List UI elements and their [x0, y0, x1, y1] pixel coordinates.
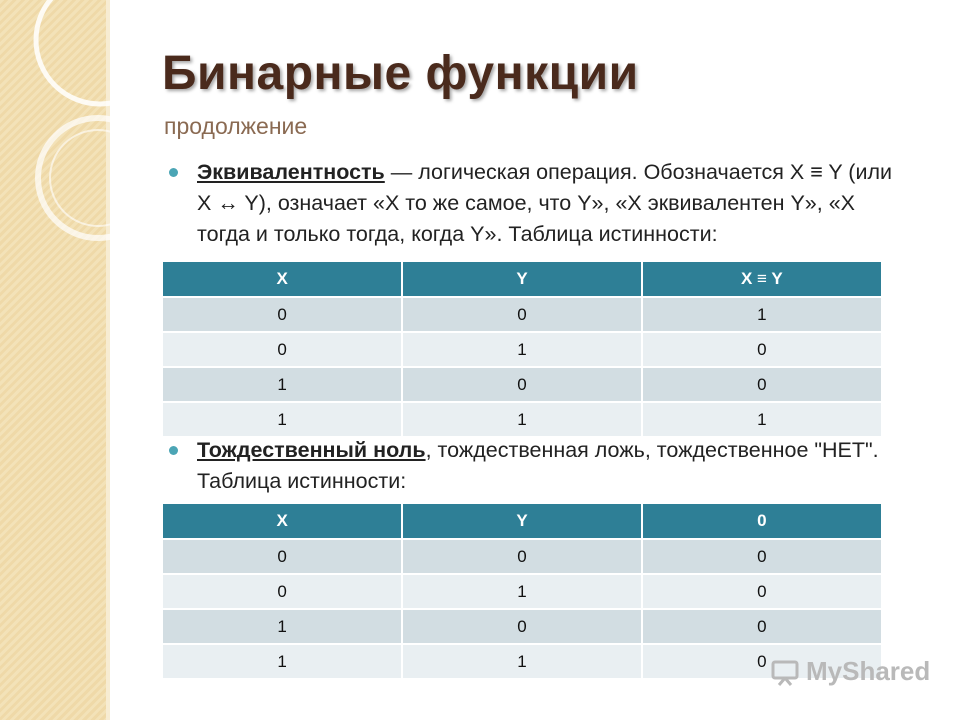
column-header: Y: [402, 262, 641, 297]
column-header: X ≡ Y: [642, 262, 881, 297]
table-cell: 1: [402, 402, 641, 437]
table-row: [163, 574, 881, 609]
table-cell: 0: [642, 574, 881, 609]
table-cell: 1: [163, 644, 402, 679]
table-header-row: [163, 504, 881, 539]
table-cell: 1: [642, 402, 881, 437]
table-row: [163, 609, 881, 644]
column-header: 0: [642, 504, 881, 539]
term-identical-zero: Тождественный ноль: [197, 438, 426, 462]
table-cell: 1: [402, 332, 641, 367]
table-row: [163, 297, 881, 332]
table-cell: 0: [163, 574, 402, 609]
table-cell: 0: [402, 609, 641, 644]
watermark-text: MyShared: [806, 656, 931, 686]
table-row: [163, 332, 881, 367]
table-cell: 0: [163, 332, 402, 367]
slide-subtitle: продолжение: [164, 113, 308, 139]
table-cell: 0: [402, 367, 641, 402]
table-row: [163, 539, 881, 574]
table-cell: 0: [402, 297, 641, 332]
truth-table-equivalence: [163, 262, 881, 438]
equivalence-description: — логическая операция. Обозначается X ≡ Y (или X ↔ Y), означает «X то же самое, что Y», «X эквивалентен Y», «X тогда и только тогда, когда Y». Таблица истинности:: [197, 160, 893, 246]
table-cell: 0: [642, 367, 881, 402]
table-cell: 0: [402, 539, 641, 574]
column-header: X: [163, 262, 402, 297]
table-row: [163, 367, 881, 402]
bullet-dot: [169, 168, 178, 177]
table-cell: 0: [642, 609, 881, 644]
decorative-circles: [0, 0, 160, 260]
table-cell: 0: [642, 644, 881, 679]
table-cell: 0: [163, 297, 402, 332]
term-equivalence: Эквивалентность: [197, 160, 385, 184]
column-header: X: [163, 504, 402, 539]
table-header-row: [163, 262, 881, 297]
table-cell: 0: [642, 539, 881, 574]
identical-zero-description: , тождественная ложь, тождественное "НЕТ". Таблица истинности:: [197, 438, 879, 493]
truth-table-zero: [163, 504, 881, 680]
table-cell: 1: [402, 574, 641, 609]
table-cell: 1: [163, 609, 402, 644]
column-header: Y: [402, 504, 641, 539]
presentation-board-icon: [770, 657, 800, 687]
table-cell: 1: [402, 644, 641, 679]
table-cell: 1: [163, 367, 402, 402]
bullet-dot: [169, 446, 178, 455]
bullet-equivalence: [197, 157, 897, 250]
table-cell: 0: [642, 332, 881, 367]
table-row: [163, 402, 881, 437]
slide-title: Бинарные функции: [162, 47, 639, 100]
watermark: [770, 656, 930, 687]
table-cell: 0: [163, 539, 402, 574]
table-cell: 1: [642, 297, 881, 332]
table-cell: 1: [163, 402, 402, 437]
bullet-identical-zero: [197, 435, 897, 497]
